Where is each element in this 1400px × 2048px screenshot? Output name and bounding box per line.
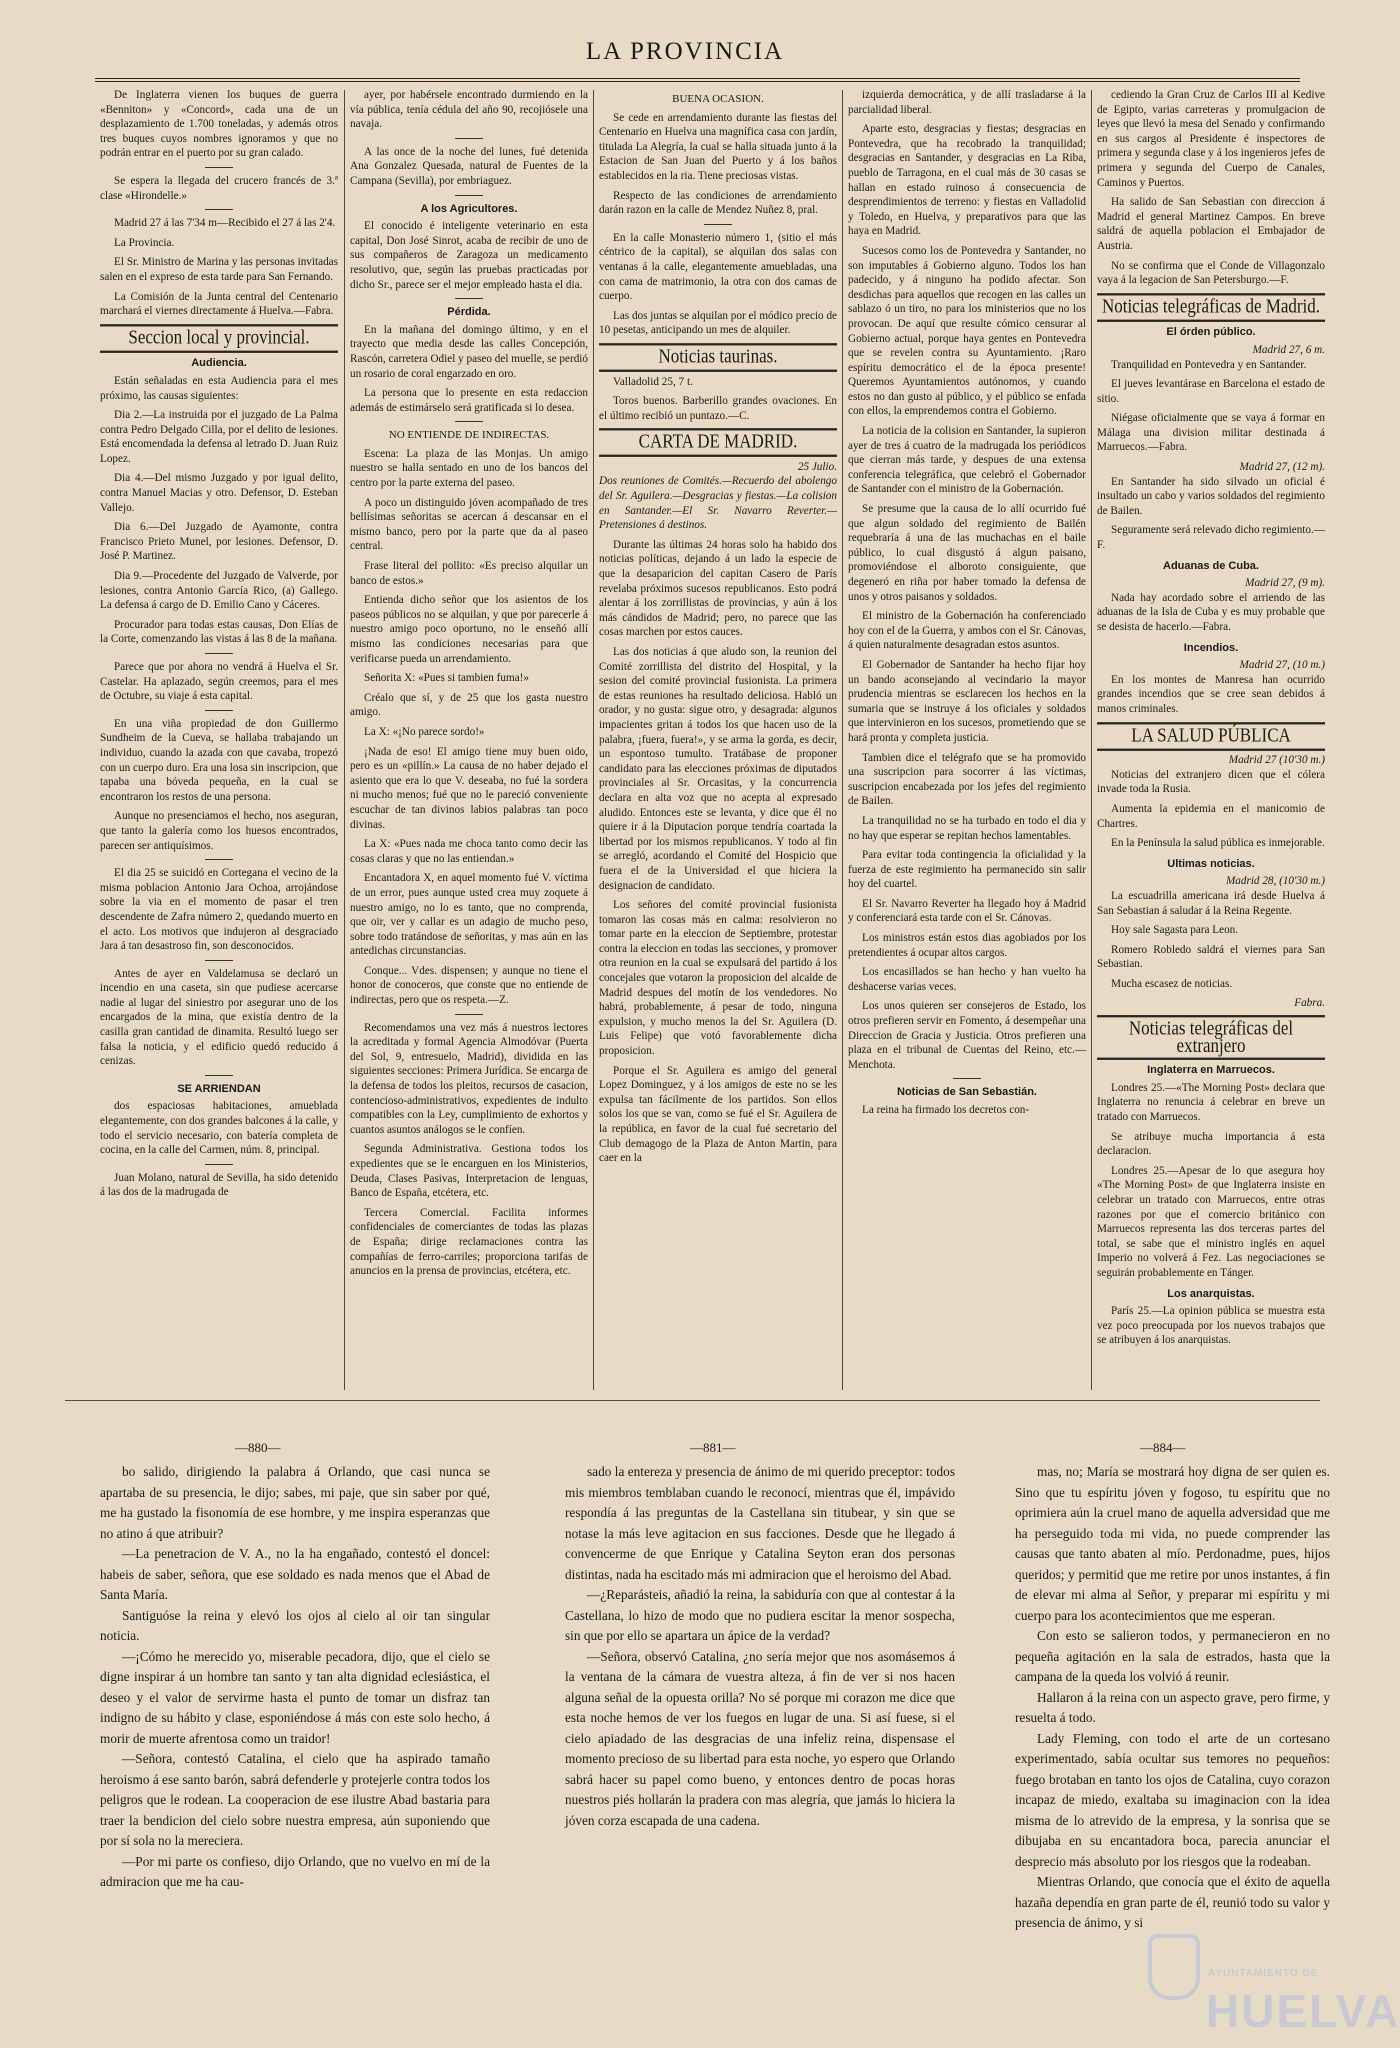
feuilleton-paragraph: Con esto se salieron todos, y permanecieron en no pequeña agitación en la sala de estrados, hasta que la campana de la queda los volvió á reunir. [1015, 1628, 1330, 1684]
feuilleton-paragraph: sado la entereza y presencia de ánimo de mi querido preceptor: todos mis miembros temblaban cuando le reconocí, mientras que él, impávido respondía á las preguntas de la Castellana sin titubear, y sin que se notase la más leve agitacion en sus facciones. Desde que he llegado á convencerme de que Enrique y Catalina Seyton eran dos personas distintas, nada ha escitado más mi admiracion que el heroismo del Abad. [565, 1464, 955, 1582]
article-paragraph: Romero Robledo saldrá el viernes para San Sebastian. [1097, 943, 1325, 971]
section-heading: Seccion local y provincial. [100, 324, 338, 352]
column-4 [848, 88, 1086, 1390]
article-paragraph: Tambien dice el telégrafo que se ha promovido una suscripcion para socorrer á las víctimas, suscripcion encabezada por los jefes del regimiento de Bailen. [848, 751, 1086, 808]
column-5 [1097, 88, 1325, 1390]
article-separator [205, 1164, 233, 1165]
article-paragraph: Segunda Administrativa. Gestiona todos los expedientes que se le encarguen en los Ministerios, Deuda, Clases Pasivas, Interpretacion de lenguas, Banco de España, etcétera, etc. [350, 1143, 588, 1200]
article-paragraph: 25 Julio. [797, 460, 837, 473]
feuilleton-paragraph: bo salido, dirigiendo la palabra á Orlando, que casi nunca se apartaba de su presencia, le dijo; sabes, mi paje, que sin saber por qué, me ha gustado la fisonomía de ese hombre, y me inspira esperanzas que no atino á que atribuir? [100, 1464, 490, 1541]
article-paragraph: Se atribuye mucha importancia á esta declaracion. [1097, 1130, 1325, 1158]
article-paragraph: La noticia de la colision en Santander, la supieron ayer de tres á cuatro de la madrugada los periódicos que cierran más tarde, y despues de una extensa conferencia telegráfica, que celebró el Gobernador de Santander con el ministro de la Gobernación. [848, 425, 1086, 496]
article-paragraph: Están señaladas en esta Audiencia para el mes próximo, las causas siguientes: [100, 374, 338, 402]
article-paragraph: Madrid 27 á las 7'34 m—Recibido el 27 á las 2'4. [114, 217, 336, 230]
article-heading: Noticias de San Sebastián. [897, 1086, 1037, 1099]
article-paragraph: Niégase oficialmente que se vaya á formar en Málaga una division militar destinada á Marruecos.—Fabra. [1097, 412, 1325, 454]
article-paragraph: El dia 25 se suicidó en Cortegana el vecino de la misma poblacion Antonio Jara Ochoa, arrojándose sobre la via en el momento de pasar el tren descendente de Zafra número 2, quedando muerto en el acto. Los motivos que indujeron al desgraciado Jara á tan desastroso fin, son desconocidos. [100, 867, 338, 953]
feuilleton-rule [65, 1400, 1320, 1401]
article-paragraph: La X: «¡No parece sordo!» [364, 725, 485, 738]
article-separator [205, 960, 233, 961]
section-heading: LA SALUD PÚBLICA [1097, 722, 1325, 750]
article-heading: A los Agricultores. [420, 202, 518, 215]
feuilleton-paragraph: —Señora, observó Catalina, ¿no sería mejor que nos asomásemos á la ventana de la cámara de vuestra alteza, á fin de ver si nos hacen alguna señal de la opuesta orilla? No sé porque mi corazon me dice que esta noche hemos de ver los fuegos en lugar de una. Si así fuese, si el cielo apiadado de las desgracias de una infeliz reina, dispensase el momento precioso de su libertad para esta noche, yo espero que Orlando sabrá hacer su papel como bueno, y entonces dentro de pocas horas nuestros piés hollarán la pradera con mas alegría, que jamás lo hiciera la jóven corza escapada de una cadena. [565, 1648, 955, 1828]
feuilleton-paragraph: —Por mi parte os confieso, dijo Orlando, que no vuelvo en mí de la admiracion que me ha cau- [100, 1853, 490, 1889]
watermark-line-2: HUELVA [1206, 1985, 1400, 2037]
feuilleton-paragraph: —¡Cómo he merecido yo, miserable pecadora, dijo, que el cielo se digne inspirar á un hombre tan santo y tan alta dignidad eclesiástica, el deseo y el valor de servirme hasta el punto de tomar un disfraz tan indigno de su hábito y clase, esponiéndose á más con este solo hecho, á morir de muerte afrentosa como un traidor! [100, 1648, 490, 1746]
article-paragraph: En una viña propiedad de don Guillermo Sundheim de la Cueva, se hallaba trabajando un individuo, cuando la azada con que cavaba, tropezó con un cuerpo duro. Era una losa sin inscripcion, que tapaba una bóveda pequeña, en la cual se encontraron los restos de una persona. [100, 717, 338, 803]
article-paragraph: ¡Nada de eso! El amigo tiene muy buen oido, pero es un «pillín.» La causa de no haber dejado el asiento que era lo que V. deseaba, no fué la sordera ni mucho menos; fué que no le pareció conveniente escuchar de tan divinos labios palabras tan poco divinas. [350, 745, 588, 831]
article-paragraph: Los encasillados se han hecho y han vuelto ha deshacerse varias veces. [848, 966, 1086, 993]
article-separator [455, 421, 483, 422]
article-paragraph: Se cede en arrendamiento durante las fiestas del Centenario en Huelva una magnífica casa con jardín, titulada La Alegría, la cual se halla situada junto á la Estacion de San Juan del Puerto y á los baños establecidos en la ria. Tiene preciosas vistas. [599, 111, 837, 182]
column-divider [842, 90, 843, 1390]
article-paragraph: Se presume que la causa de lo allí ocurrido fué que algun soldado del regimiento de Bailén requebraría á una de las muchachas en el baile público, lo cual disgustó á algun paisano, promoviéndose el alboroto consiguiente, que degeneró en riña por haber tomado la defensa de unos y otros paisanos y soldados. [848, 503, 1086, 603]
article-paragraph: Respecto de las condiciones de arrendamiento darán razon en la calle de Mendez Nuñez 8, pral. [599, 189, 837, 217]
section-heading: CARTA DE MADRID. [599, 428, 837, 456]
article-paragraph: Los unos quieren ser consejeros de Estado, los otros prefieren servir en Fomento, á desempeñar una Direccion de Gracia y Justicia. Otros prefieren una plaza en el tribunal de Cuentas del Reino, etc.—Menchota. [848, 1000, 1086, 1071]
article-separator [953, 1078, 981, 1079]
article-paragraph: Dia 2.—La instruida por el juzgado de La Palma contra Pedro Delgado Cilla, por el delito de lesiones. Está encomendada la defensa al letrado D. Juan Ruiz Lopez. [100, 409, 338, 465]
archive-watermark [1130, 1930, 1400, 2040]
article-paragraph: La persona que lo presente en esta redaccion además de estimárselo será gratificada si lo desea. [350, 387, 588, 414]
article-separator [704, 224, 732, 225]
article-paragraph: Frase literal del pollito: «Es preciso alquilar un banco de estos.» [350, 560, 588, 587]
article-paragraph: Noticias del extranjero dicen que el cólera invade toda la Rusia. [1097, 768, 1325, 796]
article-paragraph: Dia 9.—Procedente del Juzgado de Valverde, por lesiones, contra Antonio García Rico, (a) Gallego. La defensa á cargo de D. Emilio Cano y Cáceres. [100, 570, 338, 612]
article-heading: Pérdida. [447, 306, 491, 319]
article-paragraph: El conocido é inteligente veterinario en esta capital, Don José Sinrot, acaba de recibir de uno de sus compañeros de Zaragoza un medicamento resolutivo, que, según las pruebas practicadas por dicho Sr., parece ser el mejor empleado hasta el dia. [350, 220, 588, 291]
article-paragraph: Ha salido de San Sebastian con direccion á Madrid el general Martinez Campos. En breve saldrá de aquella poblacion el Embajador de Austria. [1097, 196, 1325, 252]
article-paragraph: Parece que por ahora no vendrá á Huelva el Sr. Castelar. Ha aplazado, según creemos, para el mes de Octubre, su viaje á esta capital. [100, 661, 338, 703]
article-paragraph: Dia 6.—Del Juzgado de Ayamonte, contra Francisco Prieto Munel, por lesiones. Defensor, D. José P. Martinez. [100, 521, 338, 563]
column-divider [593, 90, 594, 1390]
section-heading: Noticias telegráficas del extranjero [1097, 1015, 1325, 1060]
article-separator [455, 138, 483, 139]
article-paragraph: París 25.—La opinion pública se muestra esta vez poco preocupada por los nuevos trabajos que se atribuyen á los anarquistas. [1097, 1305, 1325, 1347]
article-paragraph: Nada hay acordado sobre el arriendo de las aduanas de la Isla de Cuba y es muy probable que se desista de hacerlo.—Fabra. [1097, 591, 1325, 633]
feuilleton-paragraph: Mientras Orlando, que conocía que el éxito de aquella hazaña dependía en gran parte de él, reunió todo su valor y presencia de ánimo, y si [1015, 1874, 1330, 1930]
article-separator [205, 710, 233, 711]
article-paragraph: No se confirma que el Conde de Villagonzalo vaya á la legacion de San Petersburgo.—F. [1097, 259, 1325, 287]
article-paragraph: Fabra. [1294, 997, 1325, 1010]
feuilleton-paragraph: —Señora, contestó Catalina, el cielo que ha aspirado tamaño heroismo á ese santo barón, sabrá defenderle y protejerle contra todos los peligros que le rodean. La cooperacion de ese ilustre Abad bastaria para traer la bendicion del cielo sobre nuestra empresa, aún suponiendo que por sí sola no la mereciera. [100, 1751, 490, 1848]
article-paragraph: En Santander ha sido silvado un oficial é insultado un cabo y varios soldados del regimiento de Bailen. [1097, 475, 1325, 517]
column-divider [344, 90, 345, 1390]
article-paragraph: La Comisión de la Junta central del Centenario marchará el viernes directamente á Huelva.—Fabra. [100, 290, 338, 318]
feuilleton-paragraph: —La penetracion de V. A., no la ha engañado, contestó el doncel: habeis de saber, señora, que ese soldado es nada menos que el Abad de Santa María. [100, 1546, 490, 1602]
folio-number: —881— [690, 1440, 736, 1455]
folio-number: —880— [235, 1440, 281, 1455]
watermark-line-1: AYUNTAMIENTO DE [1208, 1968, 1319, 1979]
article-paragraph: La reina ha firmado los decretos con- [862, 1104, 1030, 1116]
article-paragraph: Para evitar toda contingencia la oficialidad y la fuerza de este regimiento ha permanecido sin salir hoy del cuartel. [848, 849, 1086, 891]
article-paragraph: El Gobernador de Santander ha hecho fijar hoy un bando aconsejando al vecindario la mayor prudencia mientras se esclarecen los hechos en la sumaria que se instruye á los oficiales y soldados que intervinieron en los sucesos, prometiendo que se hará pronta y completa justicia. [848, 658, 1086, 744]
section-heading: Noticias telegráficas de Madrid. [1097, 293, 1325, 321]
article-paragraph: Seguramente será relevado dicho regimiento.—F. [1097, 524, 1325, 552]
article-paragraph: Toros buenos. Barberillo grandes ovaciones. En el último recibió un puntazo.—C. [599, 395, 837, 422]
article-paragraph: En los montes de Manresa han ocurrido grandes incendios que se cree sean debidos á manos criminales. [1097, 673, 1325, 715]
article-paragraph: cediendo la Gran Cruz de Carlos III al Kedive de Egipto, varias carreteras y promulgacion de leyes que llevó la mesa del Senado y confirmando en sus cargos al Presidente é inspectores de primera y segunda clase y á los ingenieros jefes de primera y segunda del Cuerpo de Canales, Caminos y Puertos. [1097, 89, 1325, 189]
article-paragraph: ayer, por habérsele encontrado durmiendo en la vía pública, tenía cédula del año 90, recojiósele una navaja. [350, 89, 588, 131]
article-separator [205, 167, 233, 168]
article-paragraph: Madrid 27, (12 m). [1239, 461, 1325, 474]
article-paragraph: Antes de ayer en Valdelamusa se declaró un incendio en una caseta, sin que pudiese acercarse nadie al lugar del siniestro por asegurar uno de los encargados de la mina, que existía dentro de la casilla gran cantidad de dinamita. Resultó luego ser falsa la noticia, y el edificio quedó reducido á cenizas. [100, 967, 338, 1068]
article-paragraph: La tranquilidad no se ha turbado en todo el dia y no hay que esperar se repitan hechos lamentables. [848, 814, 1086, 842]
article-paragraph: Aunque no presenciamos el hecho, nos aseguran, que tanto la galería como los huesos encontrados, parecen ser antiquísimos. [100, 810, 338, 852]
article-heading: Aduanas de Cuba. [1163, 559, 1259, 572]
article-heading: Ultimas noticias. [1167, 857, 1255, 870]
article-paragraph: Aparte esto, desgracias y fiestas; desgracias en Pontevedra, que ha recobrado la tranquilidad; desgracias en Santander, y desgracias en La Riba, pueblo de Tarragona, en el cual más de 30 casas se hallan en estado ruinoso á consecuencia de desprendimientos de terreno: y fiestas en Valladolid y Toledo, en Huelva, y preparativos para que las haya en Madrid. [848, 123, 1086, 238]
feuilleton-paragraph: Lady Fleming, con todo el arte de un cortesano experimentado, sabía ocultar sus temores no pequeños: fuego brotaban en tanto los ojos de Catalina, cuyo corazon incapaz de miedo, exaltaba su imaginacion con la idea misma de lo atrevido de la empresa, y la sonrisa que se dibujaba en su encantadora boca, parecia anunciar el desprecio más absoluto por los riesgos que la rodeaban. [1015, 1730, 1330, 1869]
masthead [60, 38, 1310, 66]
article-paragraph: Mucha escasez de noticias. [1111, 977, 1233, 990]
article-paragraph: Aumenta la epidemia en el manicomio de Chartres. [1097, 802, 1325, 830]
article-paragraph: En la mañana del domingo último, y en el trayecto que media desde las calles Concepción, Rascón, carretera Odiel y paseo del muelle, se perdió un rosario de coral engarzado en oro. [350, 323, 588, 380]
article-paragraph: El ministro de la Gobernación ha conferenciado hoy con el de la Guerra, y ambos con el Sr. Cánovas, á quien naturalmente desagradan estos asuntos. [848, 610, 1086, 652]
article-heading: SE ARRIENDAN [177, 1082, 261, 1095]
folio-number: —884— [1140, 1440, 1186, 1455]
masthead-rule [95, 78, 1300, 82]
article-paragraph: Madrid 28, (10'30 m.) [1225, 875, 1325, 888]
article-separator [205, 653, 233, 654]
article-paragraph: El Sr. Navarro Reverter ha llegado hoy á Madrid y conferenciará esta tarde con el Sr. Cánovas. [848, 897, 1086, 925]
section-heading: Noticias taurinas. [599, 343, 837, 371]
article-paragraph: Las dos juntas se alquilan por el módico precio de 10 pesetas, anticipando un mes de alquiler. [599, 309, 838, 337]
article-paragraph: Señorita X: «Pues si tambien fuma!» [364, 672, 529, 685]
article-paragraph: Hoy sale Sagasta para Leon. [1111, 924, 1239, 937]
article-paragraph: Durante las últimas 24 horas solo ha habido dos noticias políticas, dejando á un lado la especie de que la desaparicion del capitan Casero de París revelaba próximos sucesos republicanos. Esto podrá alentar á los zorrillistas de provincias, y aún á los más cándidos de Madrid; pero, no parece que las cosas marchen por estos cauces. [599, 538, 837, 639]
article-paragraph: En la calle Monasterio número 1, (sitio el más céntrico de la capital), se alquilan dos salas con ventanas á la calle, elegantemente amuebladas, una con cama de matrimonio, la otra con dos camas de cuerpo. [599, 231, 837, 303]
article-paragraph: En la Península la salud pública es inmejorable. [1111, 837, 1325, 850]
article-paragraph: Se espera la llegada del crucero francés de 3.ª clase «Hirondelle.» [100, 174, 338, 202]
article-paragraph: Londres 25.—Apesar de lo que asegura hoy «The Morning Post» de que Inglaterra insiste en celebrar un tratado con Marruecos, entre otras razones por que el comercio británico con Marruecos representa las dos terceras partes del total, se sabe que el ministro inglés en aquel Imperio no volverá á Fez. Las negociaciones se seguirán probablemente en Tánger. [1097, 1164, 1325, 1279]
article-paragraph: Madrid 27, 6 m. [1252, 343, 1325, 356]
article-heading: Los anarquistas. [1167, 1287, 1255, 1300]
column-3 [599, 88, 837, 1390]
article-separator [455, 195, 483, 196]
article-paragraph: El Sr. Ministro de Marina y las personas invitadas salen en el expreso de esta tarde para San Fernando. [100, 256, 338, 283]
article-paragraph: A las once de la noche del lunes, fué detenida Ana Gonzalez Quesada, natural de Fuentes de la Campana (Sevilla), por embriaguez. [350, 145, 588, 187]
article-paragraph: Conque... Vdes. dispensen; y aunque no tiene el honor de conoceros, que conste que no entiende de indirectas, pero que os respeta.—Z. [350, 964, 588, 1007]
newspaper-title: LA PROVINCIA [585, 38, 785, 65]
article-paragraph: Los ministros están estos dias agobiados por los pretendientes á ocupar altos cargos. [848, 932, 1086, 959]
feuilleton-paragraph: Hallaron á la reina con un aspecto grave, pero firme, y resuelta á todo. [1015, 1689, 1330, 1725]
article-paragraph: Valladolid 25, 7 t. [613, 375, 693, 388]
article-paragraph: Londres 25.—«The Morning Post» declara que Inglaterra no renuncia á celebrar en breve un tratado con Marruecos. [1097, 1081, 1325, 1124]
article-paragraph: Créalo que sí, y de 25 que los gasta nuestro amigo. [350, 691, 588, 719]
article-paragraph: dos espaciosas habitaciones, amueblada elegantemente, con dos grandes balcones á la calle, y todo el servicio necesario, con batería completa de cocina, en la calle del Carmen, núm. 8, principal. [100, 1100, 338, 1157]
article-paragraph: Tercera Comercial. Facilita informes confidenciales de comerciantes de todas las plazas de España; dirige reclamaciones contra las compañías de ferro-carriles; proporciona tarifas de anuncios en la prensa de provincias, etcétera, etc. [350, 1206, 588, 1278]
article-paragraph: A poco un distinguido jóven acompañado de tres bellísimas señoritas se acercan á descansar en el mismo banco, pero por la parte que da al paseo central. [350, 496, 588, 553]
article-paragraph: Madrid 27, (10 m.) [1239, 659, 1325, 672]
article-paragraph: izquierda democrática, y de allí trasladarse á la parcialidad liberal. [848, 89, 1086, 116]
article-paragraph: Juan Molano, natural de Sevilla, ha sido detenido á las dos de la madrugada de [100, 1171, 338, 1199]
article-paragraph: Sucesos como los de Pontevedra y Santander, no son imputables á Gobierno alguno. Todos los han padecido, y á ninguno ha podido afectar. Son desdichas para aquellos que recogen en las calles un sablazo ó un tiro, no para los ministerios que no los provocan. De aquí que resulte cómico censurar al Gobierno actual, porque haya gentes en Pontevedra que se revelen contra su Ayuntamiento. ¡Raro espíritu democrático el de la época presente! Queremos Ayuntamientos autónomos, y cuando estos no dan gusto al público, y el público se enfada con ellos, la emprendemos contra el Gobierno. [848, 244, 1086, 418]
article-separator [205, 859, 233, 860]
column-1 [100, 88, 338, 1390]
article-paragraph: La Provincia. [114, 236, 175, 249]
article-paragraph: Recomendamos una vez más á nuestros lectores la acreditada y formal Agencia Almodóvar (Puerta del Sol, 9, entresuelo, Madrid), dividida en las siguientes secciones: Primera Jurídica. Se encarga de la defensa de todos los pleitos, recursos de casacion, contencioso-administrativos, expedientes de indulto compatibles con la Ley, cumplimiento de exhortos y cuantos asuntos análogos se le confíen. [350, 1021, 588, 1136]
article-paragraph: Dos reuniones de Comités.—Recuerdo del abolengo del Sr. Aguilera.—Desgracias y fiestas.—La colision en Santander.—El Sr. Navarro Reverter.—Pretensiones á destinos. [599, 475, 837, 532]
article-paragraph: NO ENTIENDE DE INDIRECTAS. [388, 429, 550, 442]
article-heading: El órden público. [1166, 326, 1256, 339]
article-heading: Audiencia. [191, 357, 247, 370]
column-divider [1091, 90, 1092, 1390]
feuilleton-paragraph: mas, no; María se mostrará hoy digna de ser quien es. Sino que tu espíritu jóven y fogoso, tu espíritu que no oprimiera aún la cruel mano de aquella adversidad que me ha perseguido toda mi vida, no puede comprender las causas que tanto abaten al mío. Perdonadme, pues, hijos queridos; y permitid que me retire por unos instantes, á fin de elevar mi alma al Señor, y preparar mi espíritu y mi cuerpo para los acontecimientos que me esperan. [1015, 1464, 1330, 1623]
article-paragraph: La X: «Pues nada me choca tanto como decir las cosas claras y que no las entiendan.» [350, 838, 588, 865]
article-paragraph: Escena: La plaza de las Monjas. Un amigo nuestro se halla sentado en uno de los bancos del centro por la parte externa del paseo. [350, 447, 588, 490]
article-paragraph: Los señores del comité provincial fusionista tomaron las cosas más en calma: resolvieron no tomar parte en la eleccion de Septiembre, protestar contra la eleccion en todas las secciones, y promover otra reunion en la cual se expulsará del partido á los concejales que votaron la proposicion del alcalde de Madrid despues del motín de los vendedores. No habrá, probablemente, á pesar de todo, ninguna expulsion, y mucho menos la del Sr. Aguilera (D. Luis Felipe) que votó favorablemente dicha proposicion. [599, 899, 837, 1058]
article-paragraph: De Inglaterra vienen los buques de guerra «Benniton» y «Concord», cada una de un desplazamiento de 1.700 toneladas, y además otros tres buques cuyos nombres ignoramos y que no podrán entrar en el puerto por su gran calado. [100, 89, 338, 160]
column-2 [350, 88, 588, 1390]
feuilleton-paragraph: —¿Reparásteis, añadió la reina, la sabiduría con que al contestar á la Castellana, lo hizo de modo que no pudiera escitar la menor sospecha, sin que por ello se apartara un ápice de la verdad? [565, 1587, 955, 1643]
feuilleton-paragraph: Santiguóse la reina y elevó los ojos al cielo al oir tan singular noticia. [100, 1607, 490, 1643]
article-paragraph: Las dos noticias á que aludo son, la reunion del Comité zorrillista del distrito del Hospital, y la sesion del comité provincial fusionista. La primera de estas reuniones ha resultado deliciosa. Habló un orador, y no gusta: sigue otro, y desagrada: algunos impacientes gritan á todos los que hacen uso de la palabra, ¡fuera, fuera!», y se arma la gorda, es decir, un espontoso tumulto. Tratábase de proponer candidato para las elecciones próximas de diputados provinciales al Sr. Orcasitas, y la concurrencia declara en alta voz que no acepta al expresado aludido. Entonces este se levanta, y dice que él no quiere ir á la Diputacion porque tendría coartada la libertad por los mismos republicanos. Y todo al fin se arregló, acordando el Comité del Hospicio que fuera el de la Universidad el que hiciera la designacion de candidato. [599, 646, 837, 892]
article-separator [205, 209, 233, 210]
article-paragraph: Madrid 27, (9 m). [1245, 577, 1325, 590]
article-paragraph: El jueves levantárase en Barcelona el estado de sitio. [1097, 378, 1325, 405]
article-paragraph: Tranquilidad en Pontevedra y en Santander. [1111, 358, 1307, 371]
article-heading: Inglaterra en Marruecos. [1147, 1064, 1275, 1077]
article-separator [455, 298, 483, 299]
feuilleton-column-1 [100, 1462, 490, 2042]
article-heading: Incendios. [1183, 641, 1239, 654]
article-paragraph: Madrid 27 (10'30 m.) [1228, 754, 1325, 767]
article-paragraph: Procurador para todas estas causas, Don Elías de la Corte, comenzando las vistas á las 8 de la mañana. [100, 618, 338, 646]
article-paragraph: Entienda dicho señor que los asientos de los paseos públicos no se alquilan, y que por parecerle á nuestro amigo poco oportuno, no le enseñó allí mismo las condiciones necesarias para que verificarse pueda un arrendamiento. [350, 594, 588, 665]
article-separator [205, 1075, 233, 1076]
article-paragraph: Porque el Sr. Aguilera es amigo del general Lopez Dominguez, y á los amigos de este no se les expulsa tan fácilmente de los partidos. Son ellos solos los que se van, como se fué el Sr. Aguilera de la república, en favor de la cual fué secretario del Club demagogo de la Plaza de Anton Martin, para caer en la [599, 1064, 837, 1165]
city-seal-icon [1148, 1934, 1200, 2000]
article-paragraph: Encantadora X, en aquel momento fué V. víctima de un error, pues aunque usted crea muy zoquete á nuestro amigo, no lo es tanto, que no comprenda, que oir, ver y callar es un adagio de mucho peso, sobre todo tratándose de señoritas, y mas aún en las antedichas circunstancias. [350, 872, 588, 958]
article-paragraph: Dia 4.—Del mismo Juzgado y por igual delito, contra Manuel Macias y otro. Defensor, D. Esteban Vallejo. [100, 472, 338, 514]
article-paragraph: BUENA OCASION. [672, 93, 764, 105]
feuilleton-column-2 [565, 1462, 955, 2042]
article-paragraph: La escuadrilla americana irá desde Huelva á San Sebastian á saludar á la Reina Regente. [1097, 889, 1325, 917]
article-separator [455, 1014, 483, 1015]
